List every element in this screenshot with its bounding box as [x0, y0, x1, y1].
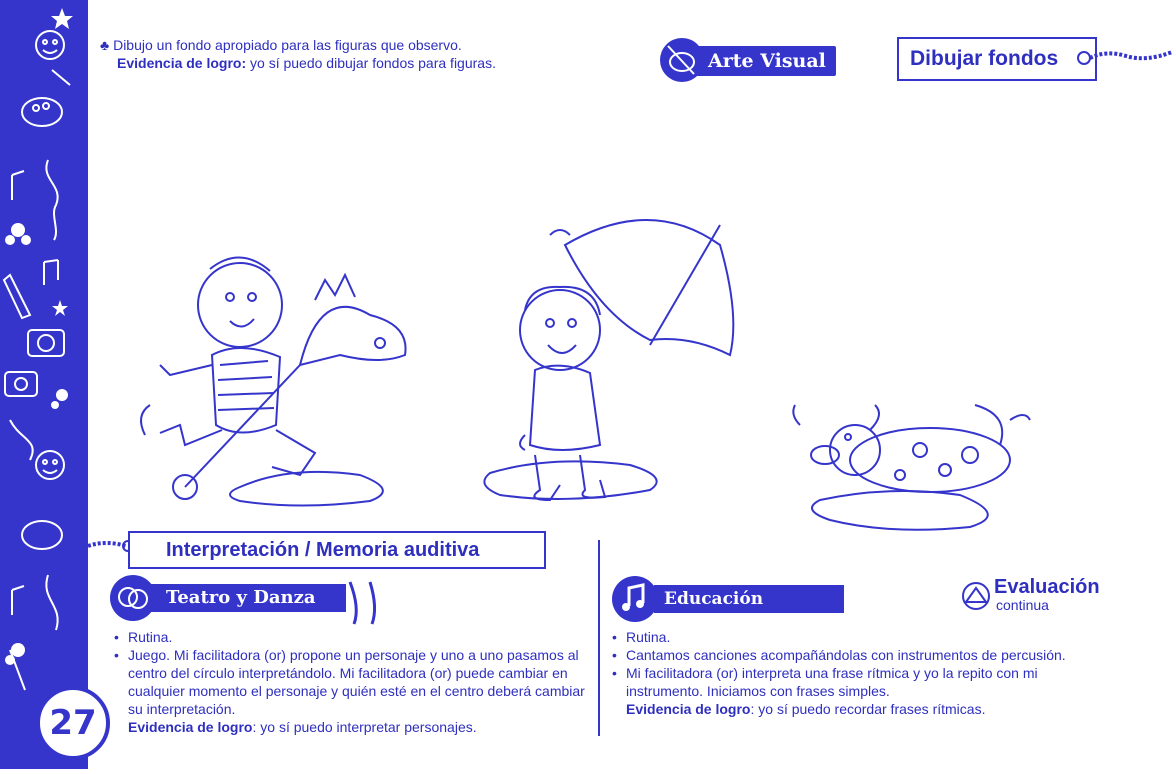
- palette-icon: [660, 38, 704, 82]
- topic-title: Dibujar fondos: [910, 47, 1059, 70]
- musical-tag-label: Educación Musical: [664, 589, 764, 637]
- subject-tag-teatro: [150, 584, 346, 612]
- evaluation-line1: Evaluación: [994, 576, 1100, 598]
- sidebar-border: [84, 0, 88, 769]
- musical-content: [612, 628, 1102, 718]
- music-note-icon: [612, 576, 658, 622]
- sidebar-doodles-icon: [0, 0, 84, 769]
- evidence-label: Evidencia de logro:: [117, 55, 247, 71]
- objective-text: Dibujo un fondo apropiado para las figuras que observo.: [113, 37, 462, 53]
- evaluation-logo-icon: [960, 580, 992, 612]
- evidence-text: yo sí puedo dibujar fondos para figuras.: [246, 55, 496, 71]
- list-item: • Rutina.: [612, 628, 1102, 646]
- topic-title-box: [897, 37, 1097, 81]
- list-item: • Rutina.: [114, 628, 594, 646]
- subject-tag-musical: [654, 585, 844, 637]
- evaluation-logo: [960, 576, 1100, 616]
- teatro-tag-label: Teatro y Danza: [166, 587, 316, 608]
- illustration-children-and-dog: [130, 205, 1080, 535]
- evidence-text: : yo sí puedo interpretar personajes.: [252, 719, 477, 735]
- bullet-icon: ♣: [100, 37, 110, 53]
- subject-tag-label: Arte Visual: [708, 50, 826, 72]
- evidence-label: Evidencia de logro: [626, 701, 751, 717]
- rope-icon-left: [86, 536, 134, 556]
- ballet-shoes-icon: [340, 578, 384, 628]
- list-item: • Juego. Mi facilitadora (or) propone un personaje y uno a uno pasamos al centro del círculo interpretándolo. Mi facilitadora (or) puede cambiar en cualquier momento el personaje y quién esté en el centro deberá cambiar su interpretación.: [114, 646, 594, 718]
- evidence-label: Evidencia de logro: [128, 719, 253, 735]
- rope-icon: [1076, 46, 1174, 68]
- section-title: Interpretación / Memoria auditiva: [166, 539, 480, 561]
- page-number: 27: [36, 686, 110, 760]
- decorative-sidebar: [0, 0, 84, 769]
- evaluation-line2: continua: [996, 597, 1049, 613]
- teatro-content: [114, 628, 594, 736]
- section-title-box: [128, 531, 546, 569]
- list-item: • Mi facilitadora (or) interpreta una frase rítmica y yo la repito con mi instrumento. Iniciamos con frases simples.: [612, 664, 1102, 700]
- list-item: • Cantamos canciones acompañándolas con instrumentos de percusión.: [612, 646, 1102, 664]
- objective-block: [100, 36, 620, 72]
- column-divider: [598, 540, 600, 736]
- evidence-text: : yo sí puedo recordar frases rítmicas.: [750, 701, 986, 717]
